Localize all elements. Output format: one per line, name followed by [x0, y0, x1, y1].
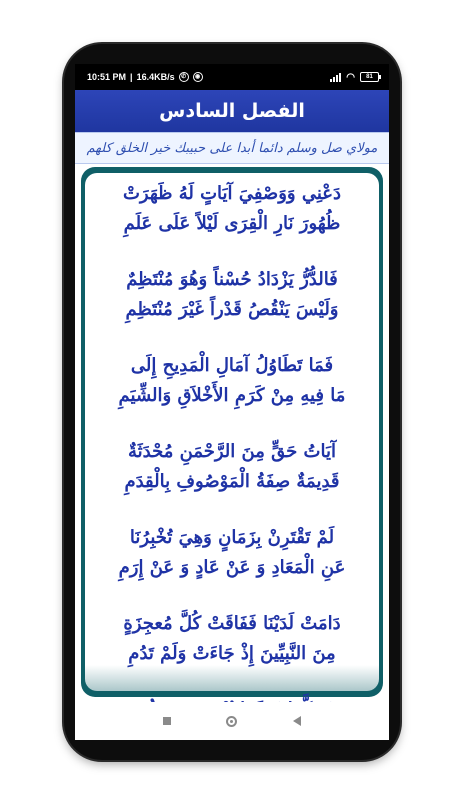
status-network-speed: 16.4KB/s [136, 72, 175, 82]
poem-card[interactable] [85, 173, 379, 691]
banner-calligraphy: مولاي صل وسلم دائما أبدا على حبيبك خير الخلق كلهم [86, 140, 378, 156]
stanza [85, 179, 379, 239]
verse-line: دَعْنِي وَوَصْفِيَ آيَاتٍ لَهُ ظَهَرَتْ [122, 183, 342, 204]
verse-line: ظُهُورَ نَارِ الْقِرَى لَيْلاً عَلَى عَلَمِ [123, 213, 341, 234]
notification-icon: ◉ [193, 72, 203, 82]
app-bar [75, 90, 389, 132]
verse-line: عَنِ الْمَعَادِ وَ عَنْ عَادٍ وَ عَنْ إِرَمِ [118, 557, 346, 578]
signal-icon [330, 73, 341, 82]
battery-level: 81 [366, 74, 373, 80]
navigation-bar [75, 702, 389, 740]
verse-line: وَلَيْسَ يَنْقُصُ قَدْراً غَيْرَ مُنْتَظِمِ [125, 299, 339, 320]
recent-apps-icon[interactable] [163, 717, 171, 725]
status-left: 10:51 PM | 16.4KB/s ✆ ◉ [87, 72, 203, 82]
verse-line: مِنَ النَّبِيِّينَ إِذْ جَاءَتْ وَلَمْ تَدُمِ [128, 643, 336, 664]
stanza [85, 437, 379, 497]
stanza [85, 351, 379, 411]
back-icon[interactable] [293, 716, 301, 726]
verse-line: فَمَا تَطَاوُلُ آمَالِ الْمَدِيحِ إِلَى [130, 355, 334, 376]
status-right [330, 72, 379, 83]
verse-line: مَا فِيهِ مِنْ كَرَمِ الأَخْلاَقِ وَالشِّيَمِ [118, 385, 346, 406]
page-title: الفصل السادس [159, 100, 305, 122]
verse-line: فَالدُّرُّ يَزْدَادُ حُسْناً وَهُوَ مُنْتَظِمٌ [126, 269, 338, 290]
verse-line: قَدِيمَةٌ صِفَةُ الْمَوْصُوفِ بِالْقِدَمِ [124, 471, 340, 492]
whatsapp-icon: ✆ [179, 72, 189, 82]
verse-line: لَمْ تَقْتَرِنْ بِزَمَانٍ وَهِيَ تُخْبِرُنَا [129, 527, 335, 548]
wifi-icon: ◠ [346, 71, 355, 83]
battery-icon [360, 72, 379, 82]
status-bar [75, 64, 389, 90]
verse-line: دَامَتْ لَدَيْنَا فَفَاقَتْ كُلَّ مُعجِزَةٍ [123, 613, 341, 634]
stanza [85, 265, 379, 325]
calligraphy-banner [75, 132, 389, 164]
verse-line: آيَاتُ حَقٍّ مِنَ الرَّحْمَنِ مُحْدَثَةٌ [127, 441, 336, 462]
stanza [85, 609, 379, 669]
phone-screen [75, 64, 389, 740]
scroll-fade [85, 665, 379, 691]
home-icon[interactable] [226, 716, 237, 727]
stanza [85, 523, 379, 583]
poem-card-frame [81, 167, 383, 697]
status-time: 10:51 PM [87, 72, 127, 82]
